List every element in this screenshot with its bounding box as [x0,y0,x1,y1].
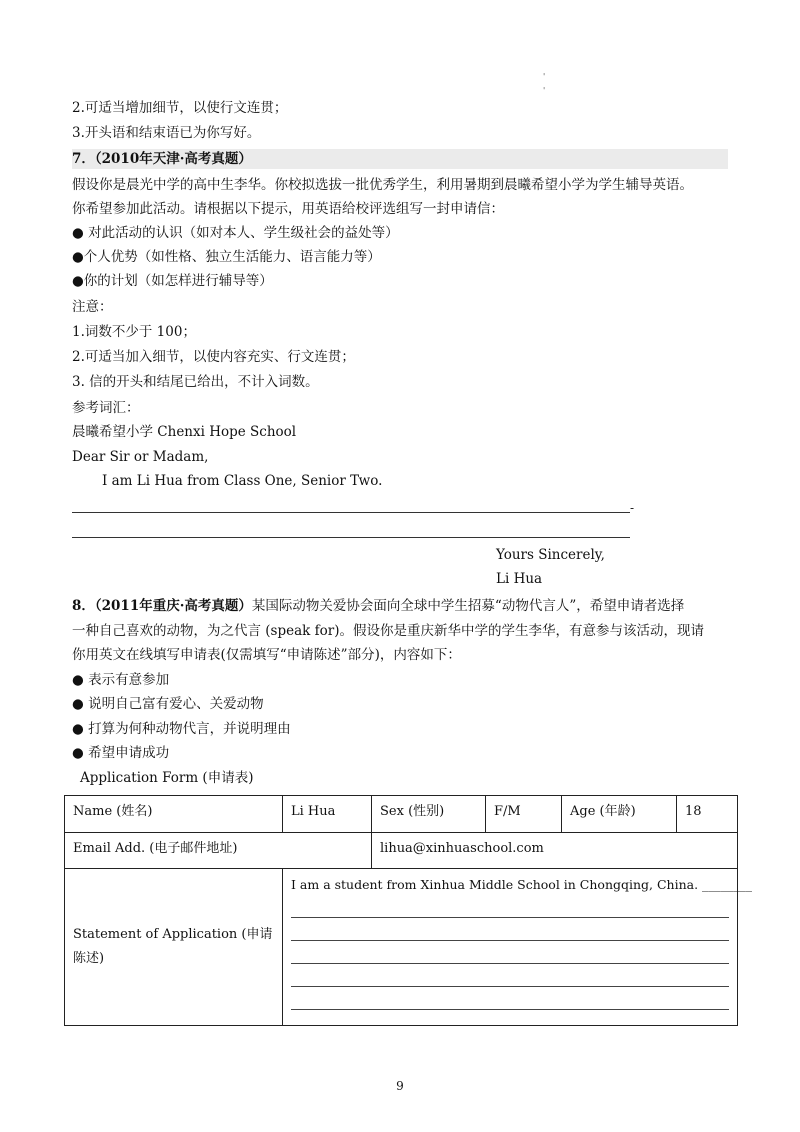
email-value: lihua@xinhuaschool.com [372,833,738,869]
instruction-line-3: 3.开头语和结束语已为你写好。 [72,125,261,141]
name-value: Li Hua [283,796,372,833]
q7-note: 2.可适当加入细节，以使内容充实、行文连贯； [72,349,355,365]
q7-closing: Yours Sincerely, [496,547,605,563]
q8-intro-line: 你用英文在线填写申请表(仅需填写“申请陈述”部分)，内容如下： [72,647,461,663]
age-label: Age (年龄) [562,796,677,833]
q7-note: 3. 信的开头和结尾已给出，不计入词数。 [72,374,319,390]
table-row [65,869,738,1026]
writing-blank-line[interactable] [72,537,630,538]
q7-bullet: ●你的计划（如怎样进行辅导等） [72,273,273,289]
statement-label: Statement of Application (申请陈述) [65,869,283,1026]
statement-blank-line[interactable] [291,918,729,941]
q7-vocab: 晨曦希望小学 Chenxi Hope School [72,424,297,440]
sex-label: Sex (性别) [372,796,486,833]
statement-blank-line[interactable] [291,895,729,918]
q7-vocab-title: 参考词汇： [72,400,140,416]
statement-blank-line[interactable] [291,987,729,1010]
q7-salutation: Dear Sir or Madam, [72,449,209,465]
trailing-dash: - [630,501,635,515]
q8-intro-first: 某国际动物关爱协会面向全球中学生招募“动物代言人”，希望申请者选择 [251,598,685,614]
question-8-intro [72,596,684,616]
q8-bullet: ● 说明自己富有爱心、关爱动物 [72,696,264,712]
application-form-title: Application Form (申请表) [80,770,254,786]
question-8-header: 8．（2011年重庆·高考真题） [72,598,252,614]
q8-intro-line: 一种自己喜欢的动物，为之代言 (speak for)。假设你是重庆新华中学的学生李华，有意参与该活动，现请 [72,623,704,639]
top-marks: ' ' [543,72,546,95]
q7-opening: I am Li Hua from Class One, Senior Two. [102,473,383,489]
page-number: 9 [396,1079,404,1093]
q7-bullet: ●个人优势（如性格、独立生活能力、语言能力等） [72,249,381,265]
statement-blank-line[interactable] [291,941,729,964]
table-row [65,796,738,833]
q7-intro-line: 你希望参加此活动。请根据以下提示，用英语给校评选组写一封申请信： [72,201,504,217]
q7-intro-line: 假设你是晨光中学的高中生李华。你校拟选拔一批优秀学生，利用暑期到晨曦希望小学为学生辅导英语。 [72,177,693,193]
q7-signature: Li Hua [496,571,543,587]
instruction-line-2: 2.可适当增加细节，以使行文连贯； [72,100,288,116]
statement-blank-line[interactable] [291,964,729,987]
q8-bullet: ● 打算为何种动物代言，并说明理由 [72,721,291,737]
age-value: 18 [677,796,738,833]
email-label: Email Add. (电子邮件地址) [65,833,372,869]
writing-blank-line[interactable] [72,512,630,513]
q7-bullet: ● 对此活动的认识（如对本人、学生级社会的益处等） [72,225,399,241]
table-row [65,833,738,869]
q8-bullet: ● 希望申请成功 [72,745,170,761]
statement-cell[interactable] [283,869,753,1026]
sex-value: F/M [486,796,562,833]
application-form-table [64,795,753,1026]
name-label: Name (姓名) [65,796,283,833]
q7-notes-title: 注意： [72,299,113,315]
q8-bullet: ● 表示有意参加 [72,672,170,688]
question-7-header: 7．（2010年天津·高考真题） [72,149,728,169]
statement-value: I am a student from Xinhua Middle School in Chongqing, China. ________ [291,877,753,892]
q7-note: 1.词数不少于 100； [72,324,196,340]
